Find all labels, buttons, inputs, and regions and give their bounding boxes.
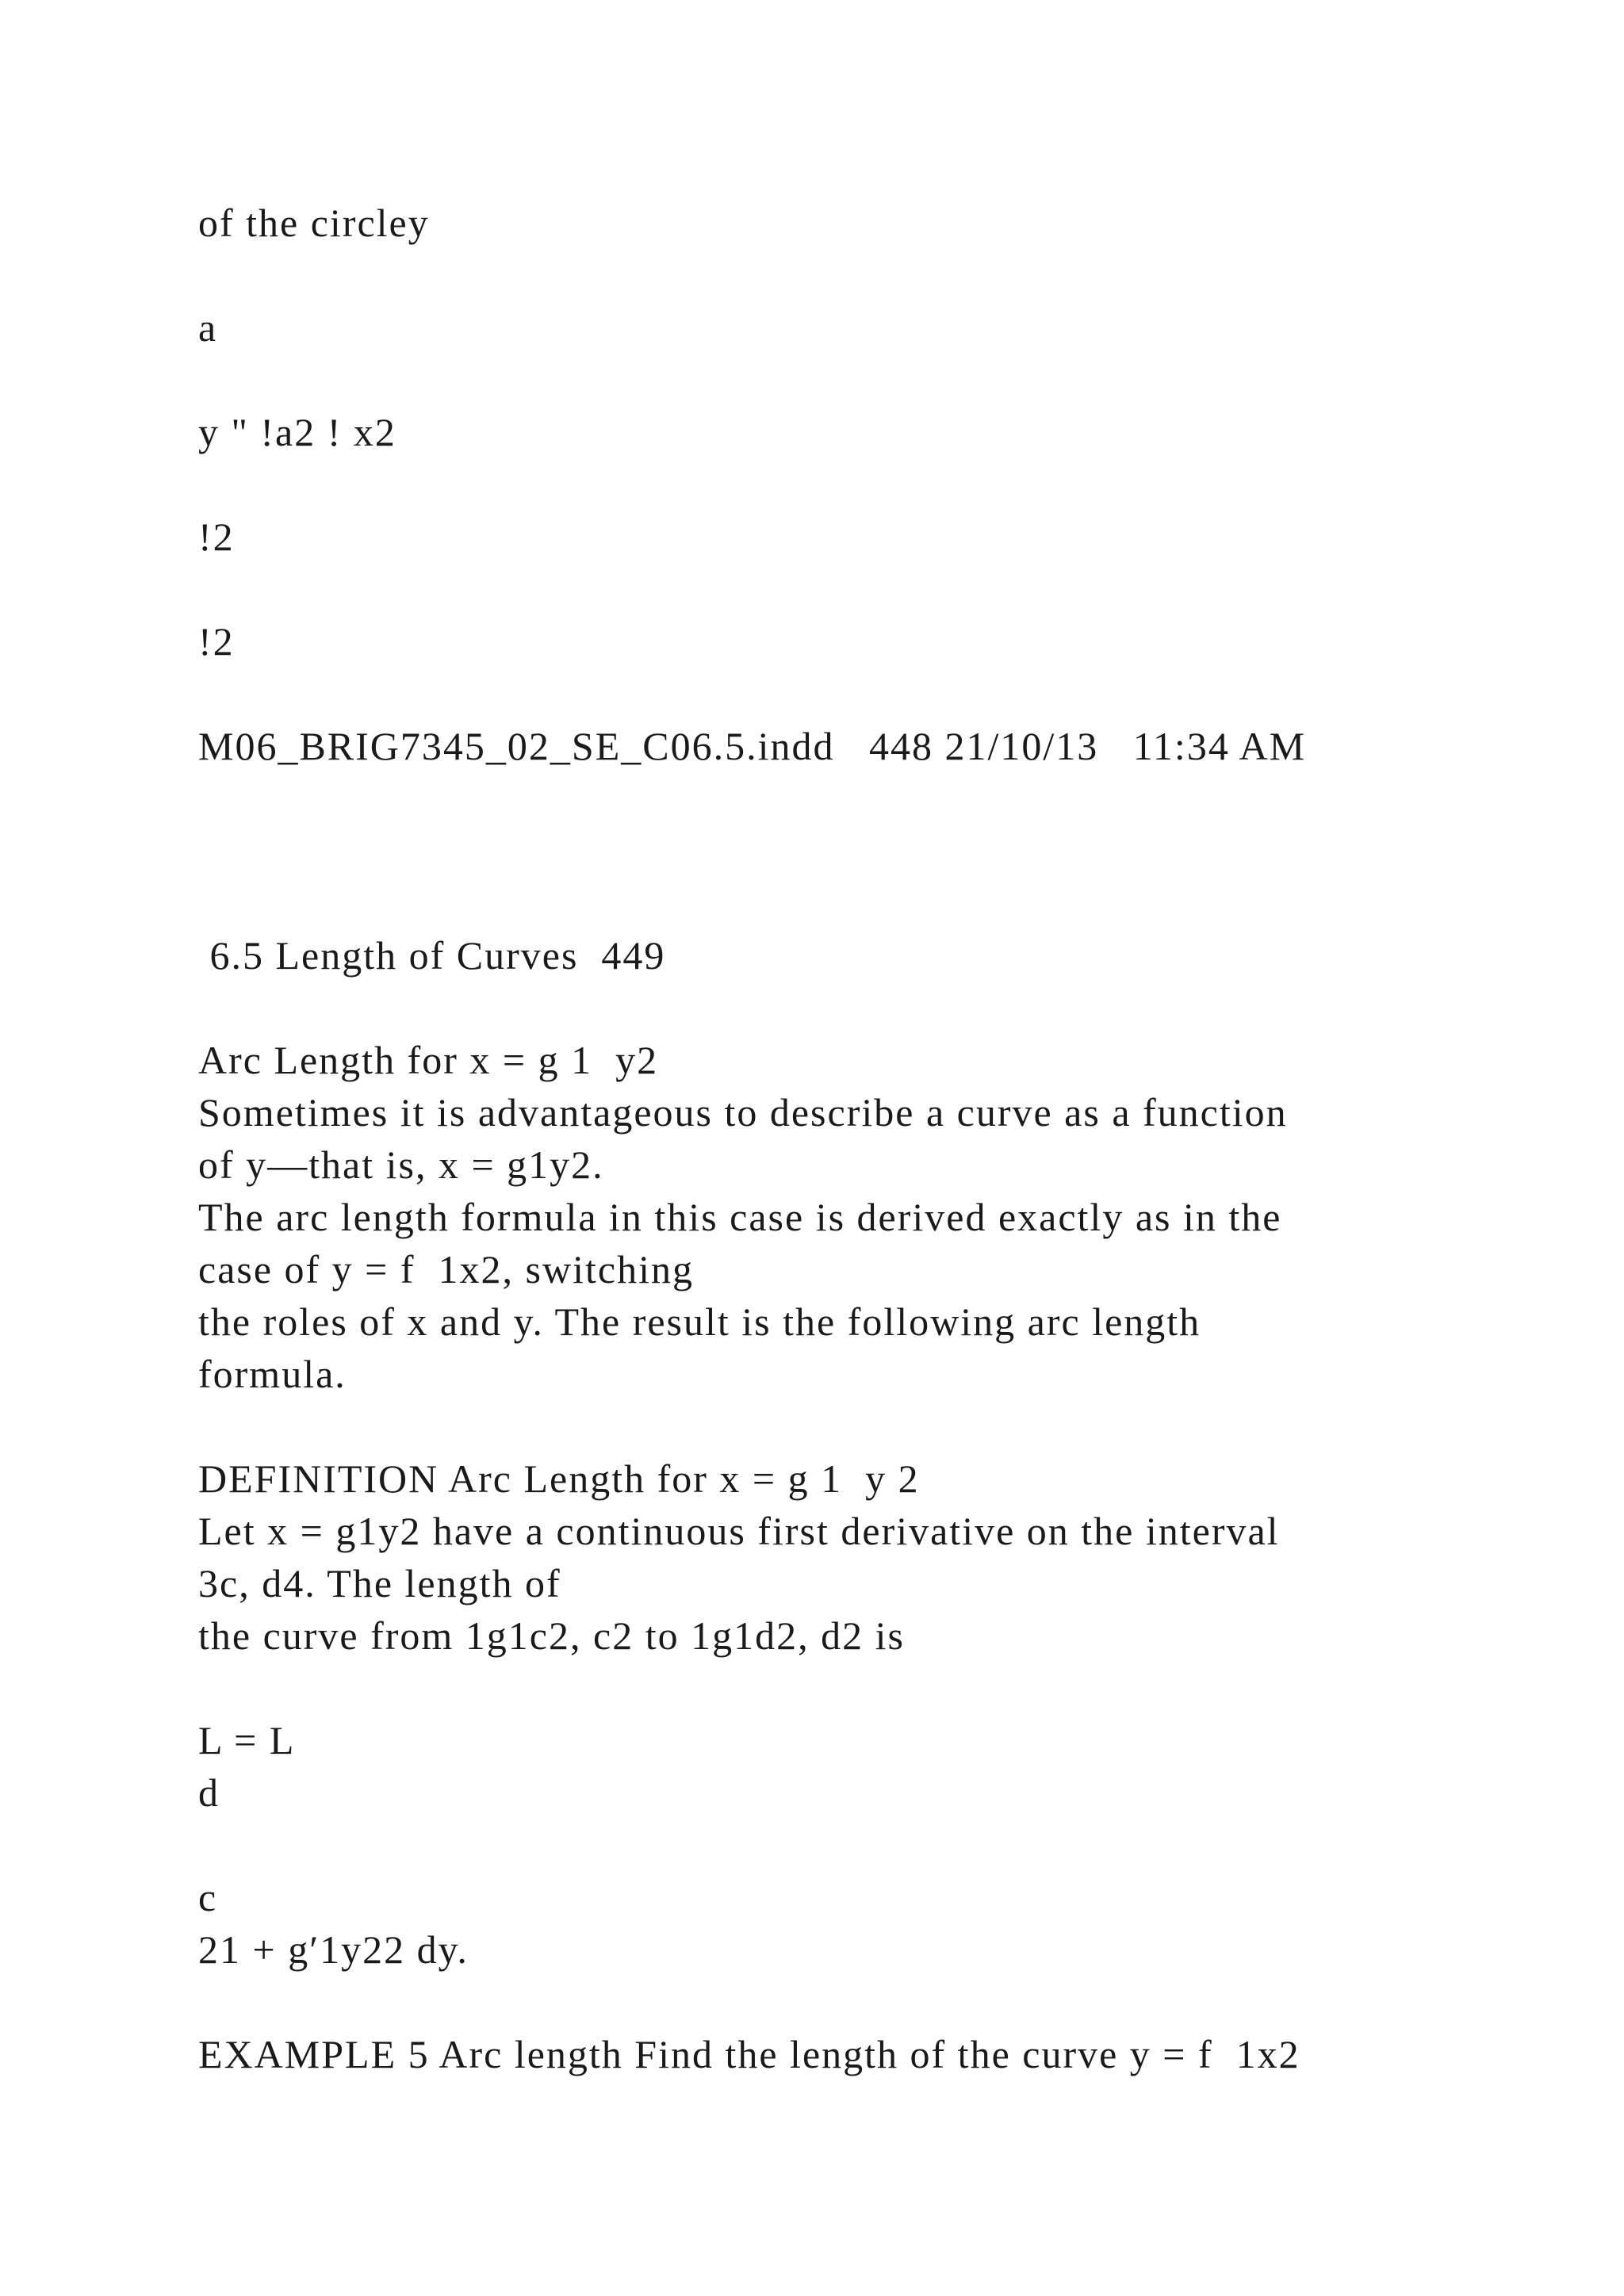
text-line: case of y = f 1x2, switching [198, 1247, 694, 1292]
page-header: 6.5 Length of Curves 449 [198, 933, 666, 978]
text-line: !2 [198, 515, 235, 559]
definition-heading: DEFINITION Arc Length for x = g 1 y 2 [198, 1456, 920, 1501]
section-heading: Arc Length for x = g 1 y2 [198, 1038, 659, 1082]
text-line: formula. [198, 1352, 347, 1396]
text-line: Let x = g1y2 have a continuous first derivative on the interval [198, 1509, 1280, 1553]
text-line: 3c, d4. The length of [198, 1561, 561, 1605]
formula-line: 21 + g′1y22 dy. [198, 1927, 469, 1972]
text-line: y " !a2 ! x2 [198, 410, 396, 454]
text-line: a [198, 305, 218, 350]
example-heading: EXAMPLE 5 Arc length Find the length of the curve y = f 1x2 [198, 2032, 1300, 2076]
formula-line: d [198, 1770, 220, 1815]
text-line: Sometimes it is advantageous to describe a curve as a function [198, 1090, 1288, 1135]
formula-line: L = L [198, 1718, 296, 1762]
file-footer-line: M06_BRIG7345_02_SE_C06.5.indd 448 21/10/13 11:34 AM [198, 724, 1307, 768]
text-line: of the circley [198, 201, 430, 245]
text-line: !2 [198, 619, 235, 664]
text-line: The arc length formula in this case is derived exactly as in the [198, 1195, 1282, 1239]
text-line: the curve from 1g1c2, c2 to 1g1d2, d2 is [198, 1613, 905, 1658]
formula-line: c [198, 1875, 218, 1919]
text-line: the roles of x and y. The result is the following arc length [198, 1299, 1201, 1344]
text-line: of y—that is, x = g1y2. [198, 1142, 604, 1187]
